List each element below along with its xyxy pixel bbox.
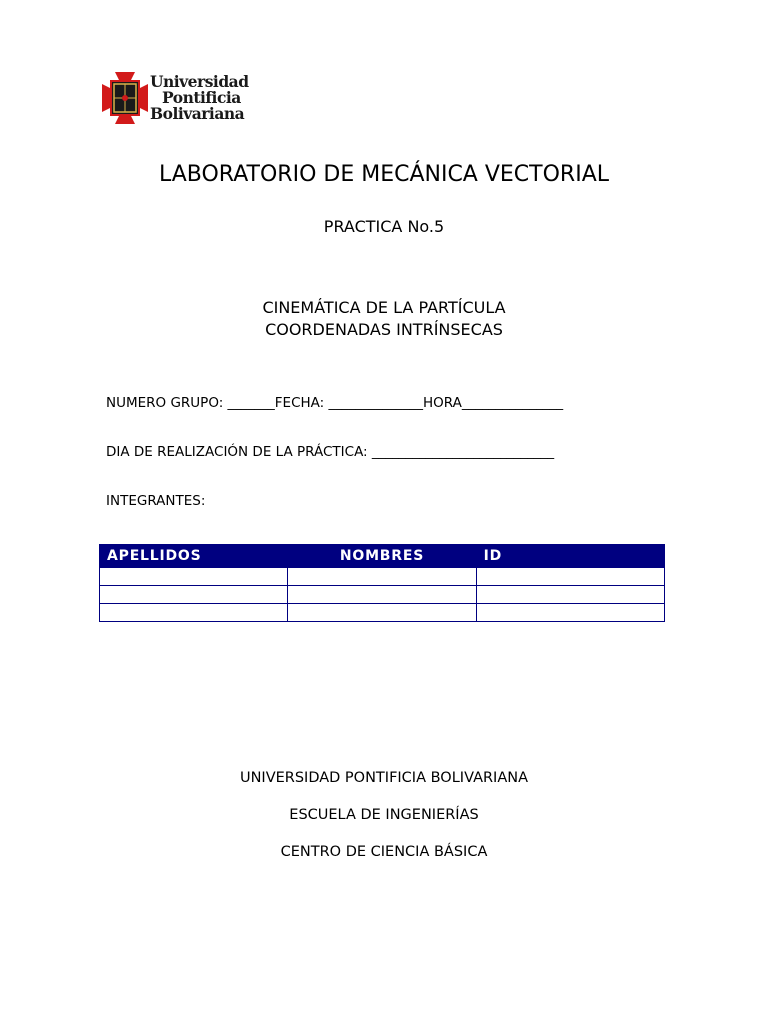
practice-number: PRACTICA No.5 bbox=[323, 217, 445, 236]
practice-subtitle bbox=[0, 297, 768, 341]
table-cell[interactable] bbox=[288, 568, 476, 586]
subtitle-line-2: COORDENADAS INTRÍNSECAS bbox=[265, 320, 503, 339]
logo-line-2: Pontificia bbox=[162, 88, 241, 107]
university-logo bbox=[100, 70, 250, 126]
header-id: ID bbox=[476, 545, 664, 568]
table-cell[interactable] bbox=[100, 586, 288, 604]
table-header-row bbox=[100, 545, 665, 568]
table-cell[interactable] bbox=[476, 568, 664, 586]
footer-school: ESCUELA DE INGENIERÍAS bbox=[289, 807, 479, 823]
members-table bbox=[99, 544, 665, 622]
logo-line-3: Bolivariana bbox=[150, 104, 245, 123]
subtitle-line-1: CINEMÁTICA DE LA PARTÍCULA bbox=[262, 298, 506, 317]
table-cell[interactable] bbox=[100, 604, 288, 622]
table-row bbox=[100, 568, 665, 586]
table-cell[interactable] bbox=[288, 586, 476, 604]
footer-university: UNIVERSIDAD PONTIFICIA BOLIVARIANA bbox=[239, 770, 529, 786]
footer-center: CENTRO DE CIENCIA BÁSICA bbox=[280, 844, 488, 860]
group-date-time-field: NUMERO GRUPO: _______FECHA: ______________HORA_______________ bbox=[106, 395, 564, 411]
logo-line-1: Universidad bbox=[150, 72, 249, 91]
header-nombres: NOMBRES bbox=[288, 545, 476, 568]
table-row bbox=[100, 604, 665, 622]
table-cell[interactable] bbox=[476, 586, 664, 604]
table-cell[interactable] bbox=[100, 568, 288, 586]
practice-day-field: DIA DE REALIZACIÓN DE LA PRÁCTICA: ___________________________ bbox=[106, 444, 555, 460]
table-row bbox=[100, 586, 665, 604]
members-label: INTEGRANTES: bbox=[106, 493, 206, 509]
table-cell[interactable] bbox=[288, 604, 476, 622]
header-apellidos: APELLIDOS bbox=[100, 545, 288, 568]
table-cell[interactable] bbox=[476, 604, 664, 622]
seal-icon bbox=[100, 70, 150, 126]
page-title: LABORATORIO DE MECÁNICA VECTORIAL bbox=[158, 162, 610, 187]
